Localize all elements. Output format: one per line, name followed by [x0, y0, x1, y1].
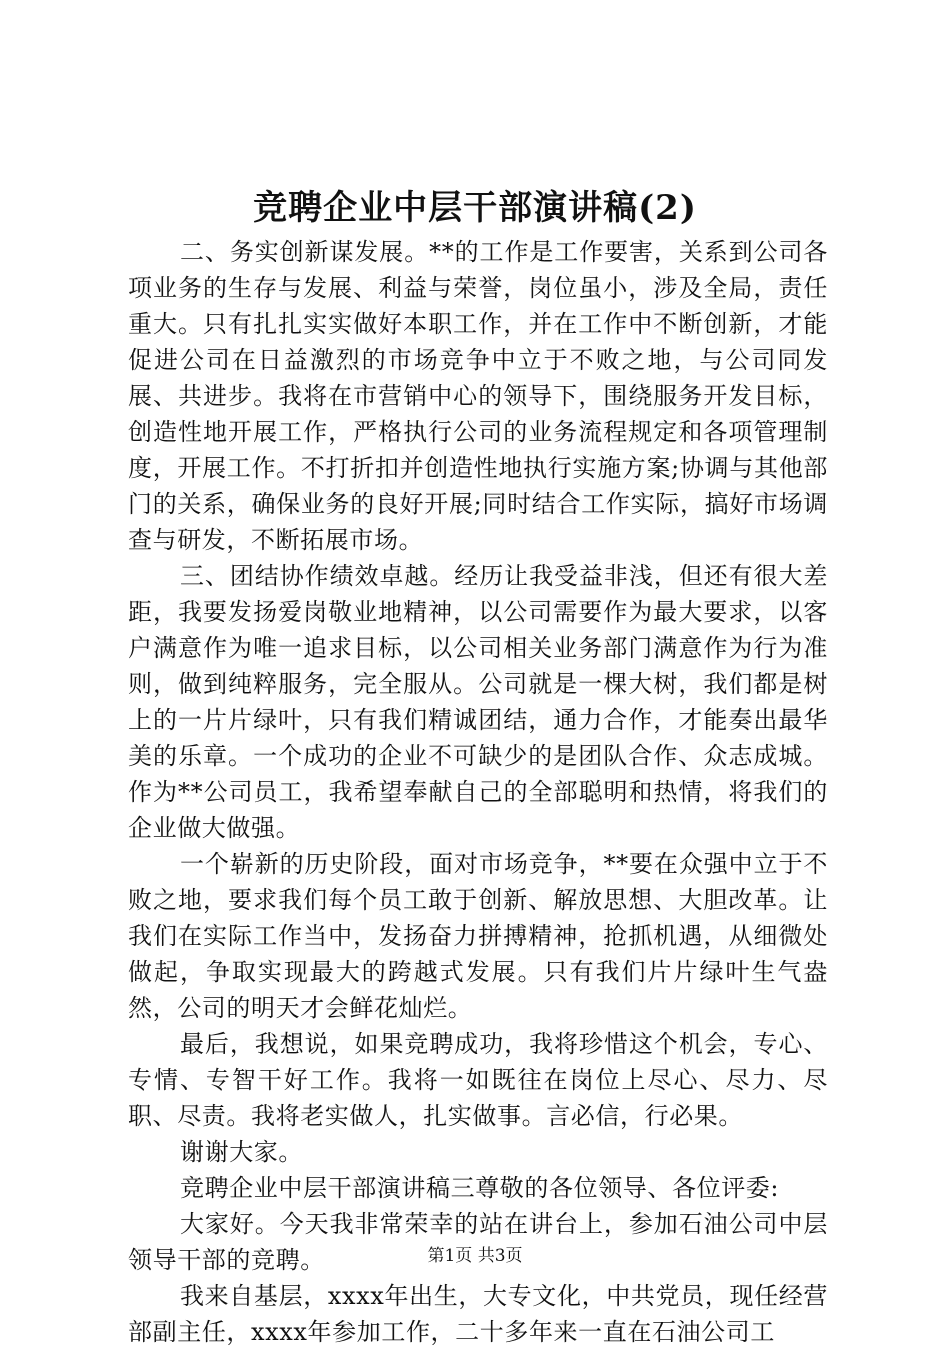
- paragraph-5: 谢谢大家。: [180, 1138, 303, 1166]
- document-title: 竞聘企业中层干部演讲稿(2): [253, 188, 697, 228]
- paragraph-6: 竞聘企业中层干部演讲稿三尊敬的各位领导、各位评委:: [180, 1174, 780, 1202]
- paragraph-3: 一个崭新的历史阶段，面对市场竞争，**要在众强中立于不败之地，要求我们每个员工敢于创新、解放思想、大胆改革。让我们在实际工作当中，发扬奋力拼搏精神，抢抓机遇，从细微处做起，争取实现最大的跨越式发展。只有我们片片绿叶生气盎然，公司的明天才会鲜花灿烂。: [128, 850, 828, 1022]
- paragraph-1: 二、务实创新谋发展。**的工作是工作要害，关系到公司各项业务的生存与发展、利益与荣誉，岗位虽小，涉及全局，责任重大。只有扎扎实实做好本职工作，并在工作中不断创新，才能促进公司在日益激烈的市场竞争中立于不败之地，与公司同发展、共进步。我将在市营销中心的领导下，围绕服务开发目标，创造性地开展工作，严格执行公司的业务流程规定和各项管理制度，开展工作。不打折扣并创造性地执行实施方案;协调与其他部门的关系，确保业务的良好开展;同时结合工作实际，搞好市场调查与研发，不断拓展市场。: [128, 238, 828, 554]
- page-footer: 第1页 共3页: [427, 1246, 523, 1266]
- paragraph-7: 大家好。今天我非常荣幸的站在讲台上，参加石油公司中层领导干部的竞聘。: [128, 1210, 828, 1274]
- paragraph-4: 最后，我想说，如果竞聘成功，我将珍惜这个机会，专心、专情、专智干好工作。我将一如既往在岗位上尽心、尽力、尽职、尽责。我将老实做人，扎实做事。言必信，行必果。: [128, 1030, 828, 1130]
- document-body: [128, 234, 828, 1350]
- paragraph-8: 我来自基层，xxxx年出生，大专文化，中共党员，现任经营部副主任，xxxx年参加工作，二十多年来一直在石油公司工: [128, 1282, 828, 1346]
- paragraph-2: 三、团结协作绩效卓越。经历让我受益非浅，但还有很大差距，我要发扬爱岗敬业地精神，以公司需要作为最大要求，以客户满意作为唯一追求目标，以公司相关业务部门满意作为行为准则，做到纯粹服务，完全服从。公司就是一棵大树，我们都是树上的一片片绿叶，只有我们精诚团结，通力合作，才能奏出最华美的乐章。一个成功的企业不可缺少的是团队合作、众志成城。作为**公司员工，我希望奉献自己的全部聪明和热情，将我们的企业做大做强。: [128, 562, 828, 842]
